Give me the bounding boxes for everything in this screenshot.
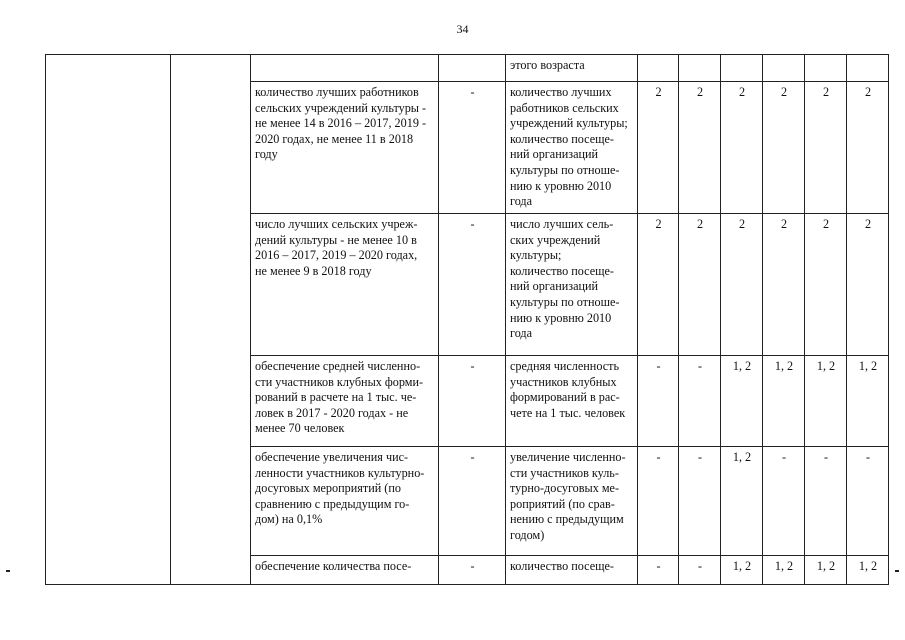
measure-cell: количество посеще- (506, 556, 638, 585)
table-body (46, 55, 889, 585)
value-cell-5: 2 (805, 214, 847, 356)
table-row (46, 55, 889, 82)
value-cell-2: 2 (679, 214, 721, 356)
value-cell-2 (679, 55, 721, 82)
indicator-cell: количество лучших работников сельских учреждений культуры - не менее 14 в 2016 – 2017, 2019 - 2020 годах, не менее 11 в 2018 году (251, 82, 439, 214)
value-cell-2: - (679, 556, 721, 585)
value-cell-5: - (805, 447, 847, 556)
value-cell-6 (847, 55, 889, 82)
value-cell-1: 2 (638, 214, 679, 356)
value-cell-3: 1, 2 (721, 556, 763, 585)
value-cell-6: 2 (847, 214, 889, 356)
value-cell-3: 1, 2 (721, 447, 763, 556)
value-cell-1: - (638, 556, 679, 585)
value-cell-5: 2 (805, 82, 847, 214)
value-cell-2: 2 (679, 82, 721, 214)
measure-cell: этого возраста (506, 55, 638, 82)
value-cell-5: 1, 2 (805, 356, 847, 447)
value-cell-3: 2 (721, 82, 763, 214)
scan-mark-right (895, 570, 899, 572)
dash-cell: - (439, 82, 506, 214)
value-cell-2: - (679, 356, 721, 447)
value-cell-1 (638, 55, 679, 82)
value-cell-4: - (763, 447, 805, 556)
value-cell-6: 1, 2 (847, 356, 889, 447)
scan-mark-left (6, 570, 10, 572)
value-cell-6: 1, 2 (847, 556, 889, 585)
dash-cell: - (439, 556, 506, 585)
dash-cell: - (439, 214, 506, 356)
indicator-cell: число лучших сельских учреж- дений культуры - не менее 10 в 2016 – 2017, 2019 – 2020 годах, не менее 9 в 2018 году (251, 214, 439, 356)
indicator-cell: обеспечение средней численно- сти участников клубных форми- рований в расчете на 1 тыс. че- ловек в 2017 - 2020 годах - не менее 70 человек (251, 356, 439, 447)
value-cell-4: 2 (763, 82, 805, 214)
blank-column-2 (171, 55, 251, 585)
value-cell-3: 1, 2 (721, 356, 763, 447)
value-cell-5 (805, 55, 847, 82)
indicator-cell: обеспечение увеличения чис- ленности участников культурно- досуговых мероприятий (по сравнению с предыдущим го- дом) на 0,1% (251, 447, 439, 556)
value-cell-5: 1, 2 (805, 556, 847, 585)
measure-cell: число лучших сель- ских учреждений культуры; количество посеще- ний организаций культуры по отноше- нию к уровню 2010 года (506, 214, 638, 356)
indicator-cell: обеспечение количества посе- (251, 556, 439, 585)
value-cell-1: 2 (638, 82, 679, 214)
value-cell-2: - (679, 447, 721, 556)
value-cell-3: 2 (721, 214, 763, 356)
value-cell-1: - (638, 447, 679, 556)
measure-cell: увеличение численно- сти участников куль- турно-досуговых ме- роприятий (по срав- нению с предыдущим годом) (506, 447, 638, 556)
value-cell-6: 2 (847, 82, 889, 214)
value-cell-3 (721, 55, 763, 82)
value-cell-1: - (638, 356, 679, 447)
dash-cell (439, 55, 506, 82)
dash-cell: - (439, 447, 506, 556)
dash-cell: - (439, 356, 506, 447)
value-cell-4: 1, 2 (763, 556, 805, 585)
page-number: 34 (456, 22, 469, 36)
value-cell-4: 2 (763, 214, 805, 356)
measure-cell: количество лучших работников сельских учреждений культуры; количество посеще- ний организаций культуры по отноше- нию к уровню 2010 года (506, 82, 638, 214)
value-cell-4: 1, 2 (763, 356, 805, 447)
value-cell-4 (763, 55, 805, 82)
measure-cell: средняя численность участников клубных формирований в рас- чете на 1 тыс. человек (506, 356, 638, 447)
value-cell-6: - (847, 447, 889, 556)
blank-column-1 (46, 55, 171, 585)
program-table (45, 54, 889, 585)
indicator-cell (251, 55, 439, 82)
